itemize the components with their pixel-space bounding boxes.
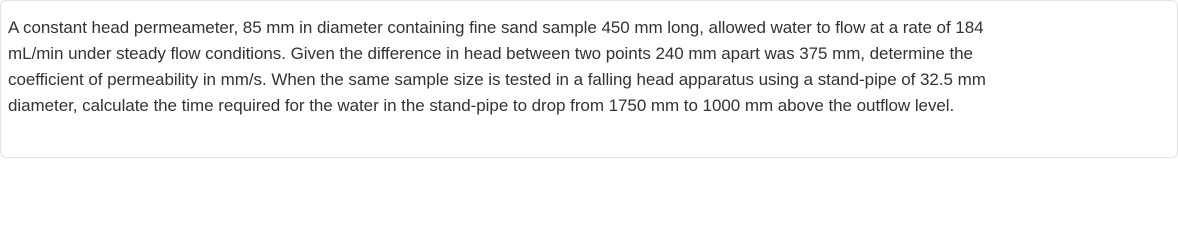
question-line-3: coefficient of permeability in mm/s. When the same sample size is tested in a falling head apparatus using a stand-pipe of 32.5 mm xyxy=(8,70,986,89)
question-line-4: diameter, calculate the time required for the water in the stand-pipe to drop from 1750 mm to 1000 mm above the outflow level. xyxy=(8,96,955,115)
question-text xyxy=(8,15,1168,119)
question-line-1: A constant head permeameter, 85 mm in diameter containing fine sand sample 450 mm long, allowed water to flow at a rate of 184 xyxy=(8,18,984,37)
question-line-2: mL/min under steady flow conditions. Given the difference in head between two points 240 mm apart was 375 mm, determine the xyxy=(8,44,973,63)
